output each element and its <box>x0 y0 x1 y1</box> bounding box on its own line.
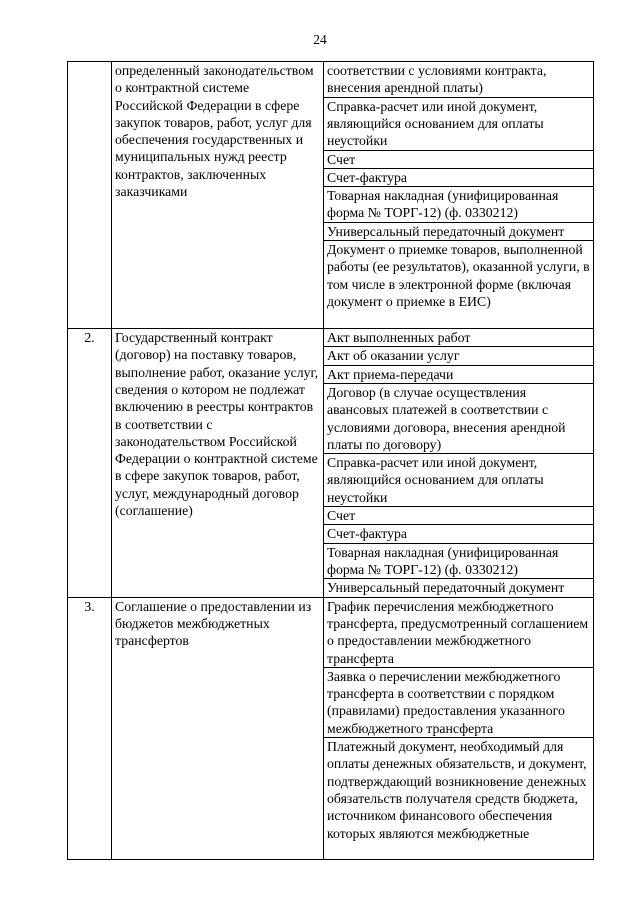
document-cell: Товарная накладная (унифицированная форма № ТОРГ-12) (ф. 0330212) <box>324 543 594 579</box>
basis-cell: Государственный контракт (договор) на поставку товаров, выполнение работ, оказание услуг, сведения о котором не подлежат включению в реестры контрактов в соответствии с законодательством Российской Федерации о контрактной системе в сфере закупок товаров, работ, услуг, международный договор (соглашение) <box>112 329 324 598</box>
basis-cell: определенный законодательством о контрактной системе Российской Федерации в сфере закупок товаров, работ, услуг для обеспечения государственных и муниципальных нужд реестр контрактов, заключенных заказчиками <box>112 62 324 329</box>
document-cell: Акт выполненных работ <box>324 329 594 347</box>
documents-table <box>67 61 594 860</box>
document-cell: Заявка о перечислении межбюджетного трансферта в соответствии с порядком (правилами) предоставления указанного межбюджетного трансферта <box>324 667 594 737</box>
basis-cell: Соглашение о предоставлении из бюджетов межбюджетных трансфертов <box>112 597 324 859</box>
document-cell: Универсальный передаточный документ <box>324 222 594 240</box>
document-cell: Счет-фактура <box>324 525 594 543</box>
table-row <box>68 62 594 98</box>
document-cell: Акт приема-передачи <box>324 365 594 383</box>
table-row <box>68 597 594 667</box>
document-cell: Универсальный передаточный документ <box>324 579 594 597</box>
row-number-cell <box>68 62 112 329</box>
document-cell: соответствии с условиями контракта, внесения арендной платы) <box>324 62 594 98</box>
row-number-cell: 2. <box>68 329 112 598</box>
document-cell: Акт об оказании услуг <box>324 347 594 365</box>
document-cell: Документ о приемке товаров, выполненной работы (ее результатов), оказанной услуги, в том числе в электронной форме (включая документ о приемке в ЕИС) <box>324 241 594 329</box>
document-cell: Счет-фактура <box>324 168 594 186</box>
page-number: 24 <box>313 32 327 47</box>
document-cell: Платежный документ, необходимый для оплаты денежных обязательств, и документ, подтверждающий возникновение денежных обязательств получателя средств бюджета, источником финансового обеспечения которых являются межбюджетные <box>324 738 594 860</box>
document-cell: Счет <box>324 507 594 525</box>
document-cell: Счет <box>324 150 594 168</box>
document-cell: Справка-расчет или иной документ, являющийся основанием для оплаты неустойки <box>324 97 594 150</box>
row-number-cell: 3. <box>68 597 112 859</box>
table-row <box>68 329 594 347</box>
document-cell: Договор (в случае осуществления авансовых платежей в соответствии с условиями договора, внесения арендной платы по договору) <box>324 383 594 453</box>
document-cell: Справка-расчет или иной документ, являющийся основанием для оплаты неустойки <box>324 454 594 507</box>
document-cell: Товарная накладная (унифицированная форма № ТОРГ-12) (ф. 0330212) <box>324 187 594 223</box>
document-cell: График перечисления межбюджетного трансферта, предусмотренный соглашением о предоставлении межбюджетного трансферта <box>324 597 594 667</box>
